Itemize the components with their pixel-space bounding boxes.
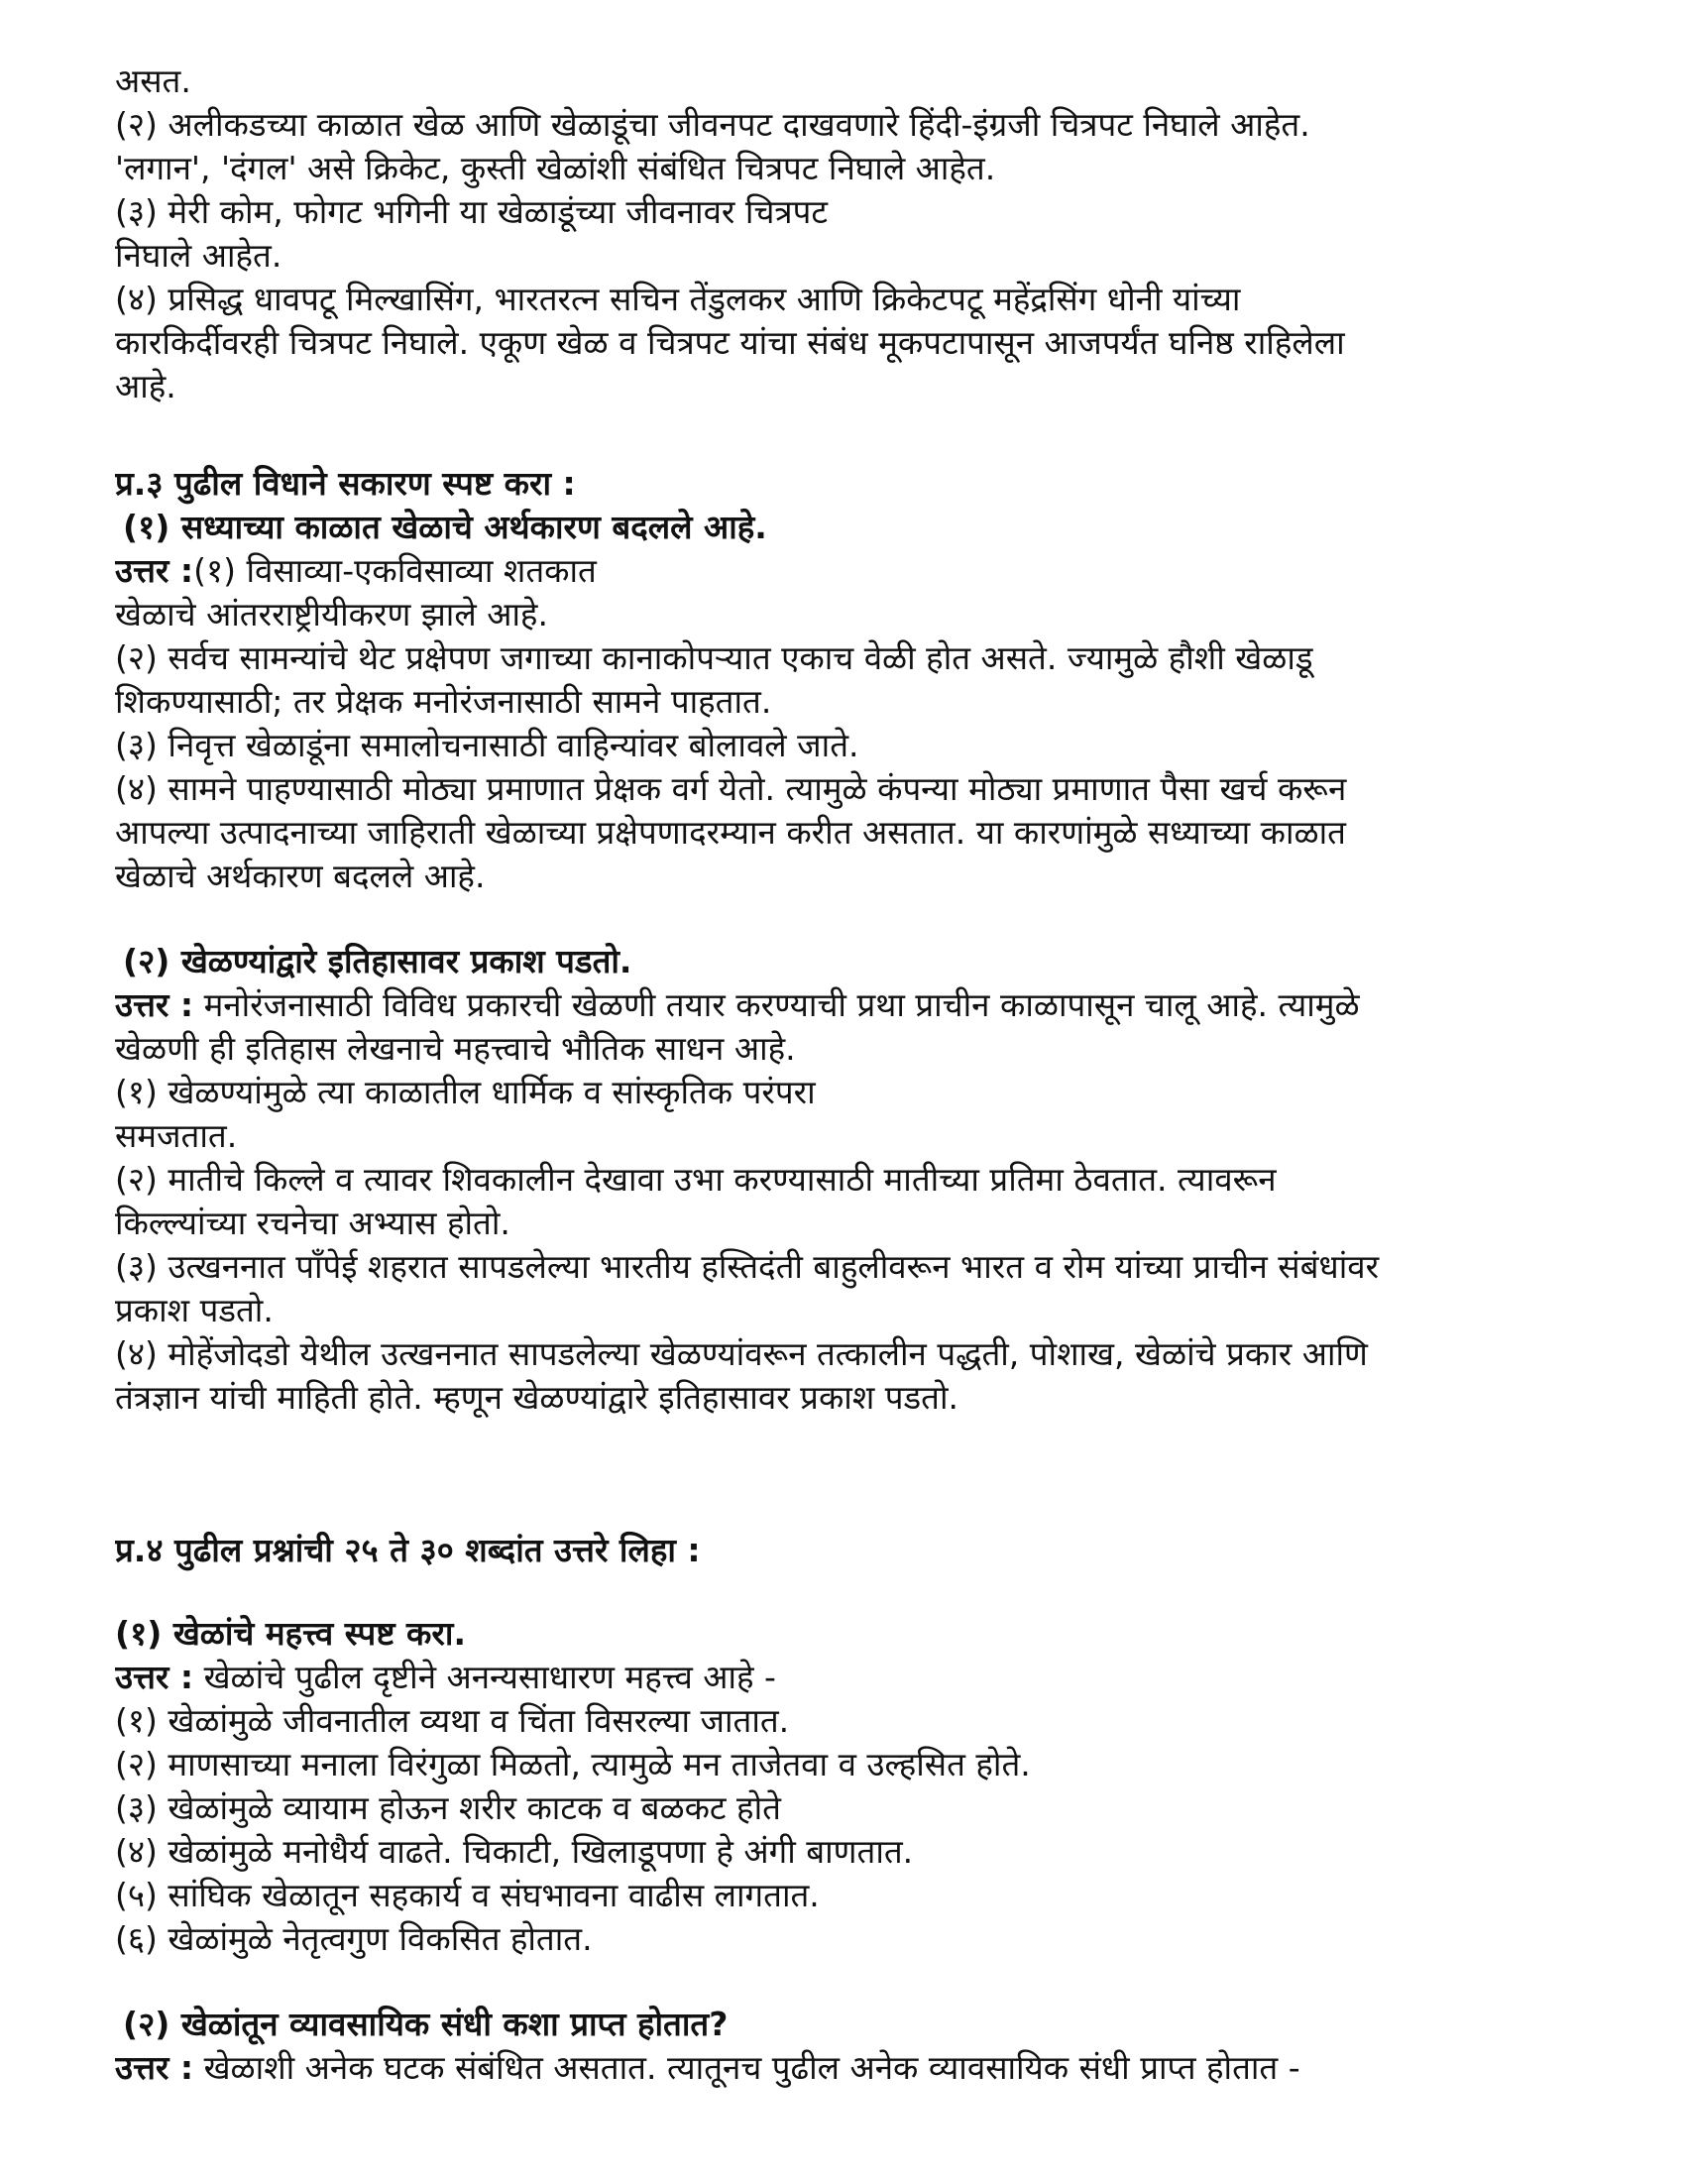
text-line: शिकण्यासाठी; तर प्रेक्षक मनोरंजनासाठी सामने पाहतात. bbox=[115, 682, 772, 721]
q4-sub2-question: (२) खेळांतून व्यावसायिक संधी कशा प्राप्त होतात? bbox=[123, 2005, 729, 2043]
text-line: (५) सांघिक खेळातून सहकार्य व संघभावना वाढीस लागतात. bbox=[115, 1876, 820, 1914]
text-line: (३) उत्खननात पॉंपेई शहरात सापडलेल्या भारतीय हस्तिदंती बाहुलीवरून भारत व रोम यांच्या प्राचीन संबंधांवर bbox=[115, 1247, 1380, 1286]
text-line: (२) माणसाच्या मनाला विरंगुळा मिळतो, त्यामुळे मन ताजेतवा व उल्हसित होते. bbox=[115, 1745, 1031, 1783]
answer-label: उत्तर : bbox=[115, 551, 194, 590]
text-line: (२) सर्वच सामन्यांचे थेट प्रक्षेपण जगाच्या कानाकोपऱ्यात एकाच वेळी होत असते. ज्यामुळे हौशी खेळाडू bbox=[115, 638, 1313, 677]
text-line: (१) खेळांमुळे जीवनातील व्यथा व चिंता विसरल्या जातात. bbox=[115, 1701, 790, 1740]
text-line: आहे. bbox=[115, 367, 176, 405]
text-line: खेळाचे आंतरराष्ट्रीयीकरण झाले आहे. bbox=[115, 595, 548, 633]
q3-heading: प्र.३ पुढील विधाने सकारण स्पष्ट करा : bbox=[115, 464, 576, 503]
answer-text: खेळाशी अनेक घटक संबंधित असतात. त्यातूनच पुढील अनेक व्यावसायिक संधी प्राप्त होतात - bbox=[193, 2048, 1300, 2087]
q3-sub2-question: (२) खेळण्यांद्वारे इतिहासावर प्रकाश पडतो. bbox=[123, 942, 632, 980]
answer-text: मनोरंजनासाठी विविध प्रकारची खेळणी तयार करण्याची प्रथा प्राचीन काळापासून चालू आहे. त्यामुळे bbox=[193, 985, 1360, 1024]
text-line: (२) मातीचे किल्ले व त्यावर शिवकालीन देखावा उभा करण्यासाठी मातीच्या प्रतिमा ठेवतात. त्यावरून bbox=[115, 1160, 1277, 1199]
answer-line bbox=[115, 983, 1619, 1027]
text-line: (३) निवृत्त खेळाडूंना समालोचनासाठी वाहिन्यांवर बोलावले जाते. bbox=[115, 726, 859, 764]
text-line: किल्ल्यांच्या रचनेचा अभ्यास होतो. bbox=[115, 1204, 510, 1242]
text-line: खेळाचे अर्थकारण बदलले आहे. bbox=[115, 857, 486, 895]
text-line: (६) खेळांमुळे नेतृत्वगुण विकसित होतात. bbox=[115, 1919, 593, 1958]
text-line: असत. bbox=[115, 61, 191, 100]
text-line: (४) खेळांमुळे मनोधैर्य वाढते. चिकाटी, खिलाडूपणा हे अंगी बाणतात. bbox=[115, 1832, 914, 1871]
q4-sub1-question: (१) खेळांचे महत्त्व स्पष्ट करा. bbox=[115, 1614, 466, 1653]
text-line: आपल्या उत्पादनाच्या जाहिराती खेळाच्या प्रक्षेपणादरम्यान करीत असतात. या कारणांमुळे सध्याच्या काळात bbox=[115, 813, 1346, 852]
answer-text: खेळांचे पुढील दृष्टीने अनन्यसाधारण महत्त्व आहे - bbox=[193, 1658, 776, 1696]
q4-heading: प्र.४ पुढील प्रश्नांची २५ ते ३० शब्दांत उत्तरे लिहा : bbox=[115, 1531, 701, 1569]
text-line: खेळणी ही इतिहास लेखनाचे महत्त्वाचे भौतिक साधन आहे. bbox=[115, 1029, 796, 1068]
text-line: (४) मोहेंजोदडो येथील उत्खननात सापडलेल्या खेळण्यांवरून तत्कालीन पद्धती, पोशाख, खेळांचे प्रकार आणि bbox=[115, 1334, 1368, 1373]
q3-sub1-question: (१) सध्याच्या काळात खेळाचे अर्थकारण बदलले आहे. bbox=[123, 508, 767, 546]
text-line: निघाले आहेत. bbox=[115, 236, 282, 275]
answer-line bbox=[115, 1656, 1619, 1699]
answer-label: उत्तर : bbox=[115, 2048, 194, 2087]
text-line: (४) सामने पाहण्यासाठी मोठ्या प्रमाणात प्रेक्षक वर्ग येतो. त्यामुळे कंपन्या मोठ्या प्रमाणात पैसा खर्च करून bbox=[115, 769, 1347, 808]
text-line: कारकिर्दीवरही चित्रपट निघाले. एकूण खेळ व चित्रपट यांचा संबंध मूकपटापासून आजपर्यंत घनिष्ठ राहिलेला bbox=[115, 323, 1345, 362]
answer-label: उत्तर : bbox=[115, 1658, 194, 1696]
answer-text: (१) विसाव्या-एकविसाव्या शतकात bbox=[193, 551, 597, 590]
text-line: प्रकाश पडतो. bbox=[115, 1291, 274, 1329]
text-line: 'लगान', 'दंगल' असे क्रिकेट, कुस्ती खेळांशी संबंधित चित्रपट निघाले आहेत. bbox=[115, 149, 996, 187]
text-line: (३) मेरी कोम, फोगट भगिनी या खेळाडूंच्या जीवनावर चित्रपट bbox=[115, 192, 829, 231]
text-line: (४) प्रसिद्ध धावपटू मिल्खासिंग, भारतरत्न सचिन तेंडुलकर आणि क्रिकेटपटू महेंद्रसिंग धोनी यांच्या bbox=[115, 280, 1241, 318]
answer-label: उत्तर : bbox=[115, 985, 194, 1024]
answer-line bbox=[115, 549, 1619, 593]
text-line: समजतात. bbox=[115, 1116, 238, 1155]
answer-line bbox=[115, 2046, 1619, 2090]
text-line: (३) खेळांमुळे व्यायाम होऊन शरीर काटक व बळकट होते bbox=[115, 1788, 781, 1827]
text-line: तंत्रज्ञान यांची माहिती होते. म्हणून खेळण्यांद्वारे इतिहासावर प्रकाश पडतो. bbox=[115, 1378, 959, 1417]
text-line: (१) खेळण्यांमुळे त्या काळातील धार्मिक व सांस्कृतिक परंपरा bbox=[115, 1073, 816, 1111]
text-line: (२) अलीकडच्या काळात खेळ आणि खेळाडूंचा जीवनपट दाखवणारे हिंदी-इंग्रजी चित्रपट निघाले आहेत. bbox=[115, 105, 1310, 144]
